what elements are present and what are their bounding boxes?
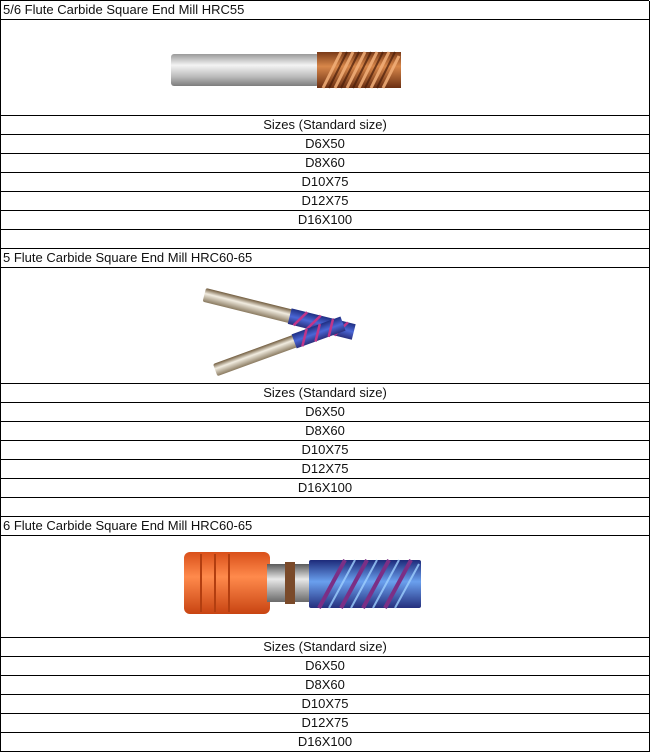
size-row: D6X50 — [1, 657, 650, 676]
section-title: 5/6 Flute Carbide Square End Mill HRC55 — [1, 1, 650, 20]
size-row: D12X75 — [1, 714, 650, 733]
size-row: D16X100 — [1, 479, 650, 498]
copper-end-mill-image — [1, 20, 649, 115]
size-row: D10X75 — [1, 695, 650, 714]
product-image-cell — [1, 268, 650, 384]
spacer-row — [1, 498, 650, 517]
sizes-header: Sizes (Standard size) — [1, 384, 650, 403]
size-row: D10X75 — [1, 441, 650, 460]
orange-cap-end-mill-image — [1, 536, 649, 637]
size-row: D10X75 — [1, 173, 650, 192]
spacer-row — [1, 230, 650, 249]
size-row: D6X50 — [1, 135, 650, 154]
size-row: D12X75 — [1, 192, 650, 211]
size-row: D8X60 — [1, 154, 650, 173]
size-row: D6X50 — [1, 403, 650, 422]
size-row: D8X60 — [1, 676, 650, 695]
product-image-cell — [1, 536, 650, 638]
product-image-cell — [1, 20, 650, 116]
blue-end-mills-image — [1, 268, 649, 383]
size-row: D12X75 — [1, 460, 650, 479]
size-row: D16X100 — [1, 733, 650, 752]
size-row: D16X100 — [1, 211, 650, 230]
sizes-header: Sizes (Standard size) — [1, 116, 650, 135]
sizes-header: Sizes (Standard size) — [1, 638, 650, 657]
section-title: 6 Flute Carbide Square End Mill HRC60-65 — [1, 517, 650, 536]
section-title: 5 Flute Carbide Square End Mill HRC60-65 — [1, 249, 650, 268]
size-row: D8X60 — [1, 422, 650, 441]
